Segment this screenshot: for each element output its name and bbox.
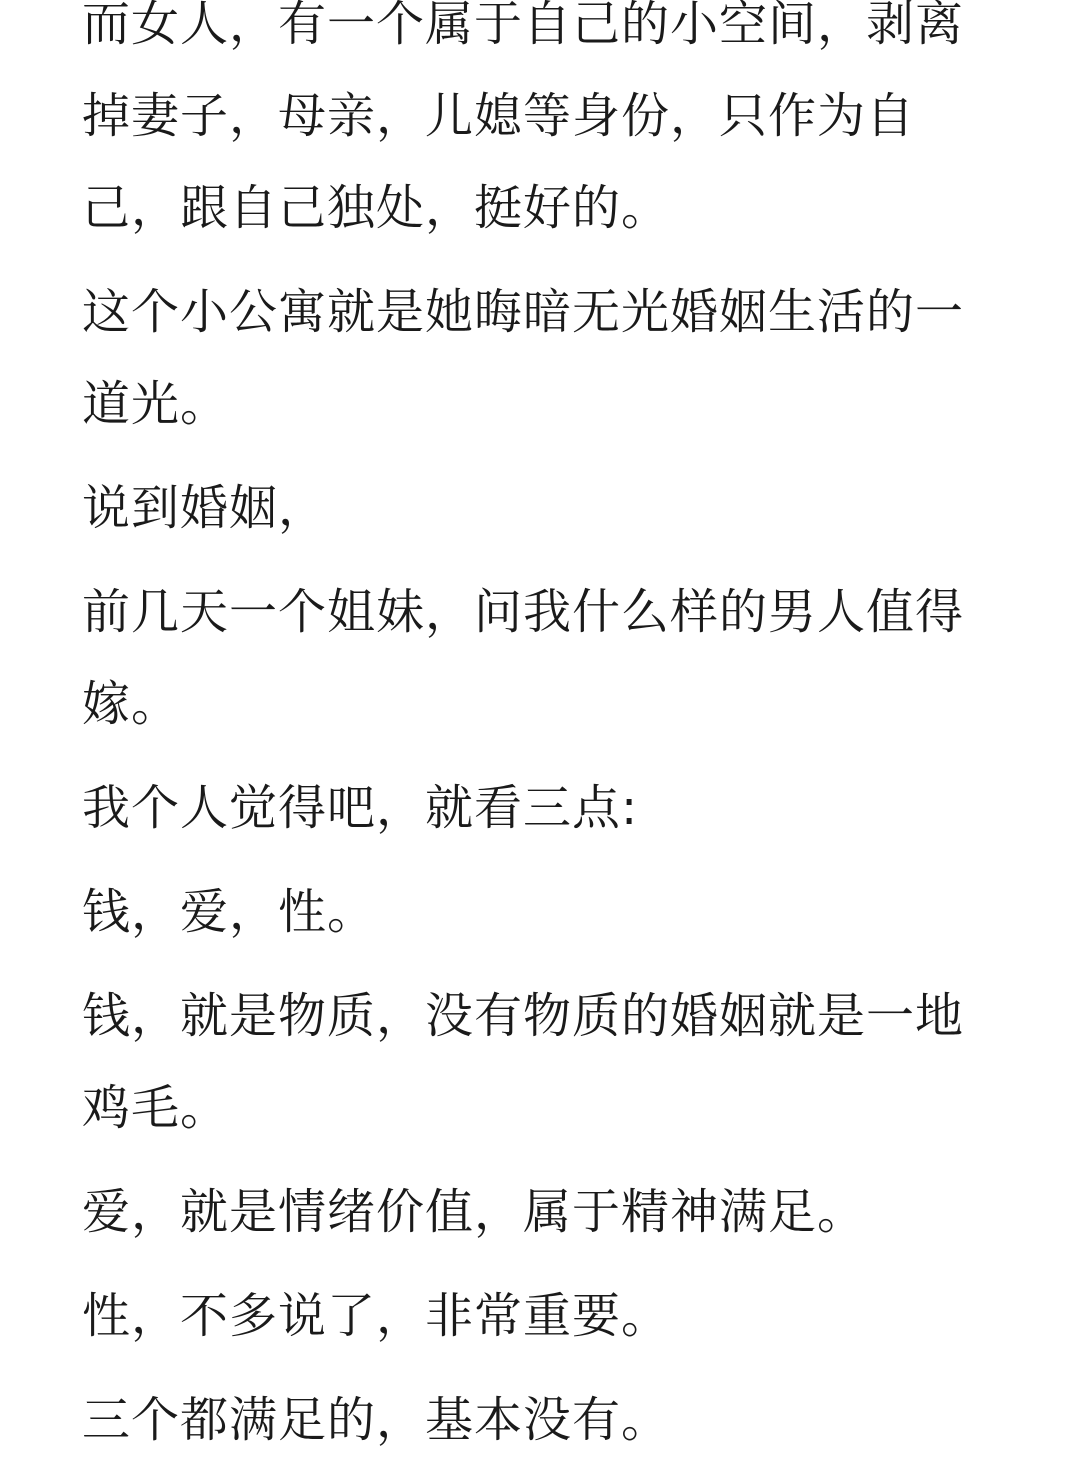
paragraph-2: 这个小公寓就是她晦暗无光婚姻生活的一 道光。 xyxy=(82,284,965,432)
paragraph-8: 爱，就是情绪价值，属于精神满足。 xyxy=(82,1184,867,1240)
paragraph-7: 钱，就是物质，没有物质的婚姻就是一地 鸡毛。 xyxy=(82,988,965,1136)
paragraph-6: 钱，爱，性。 xyxy=(82,884,377,940)
article-body xyxy=(82,0,972,1478)
paragraph-5: 我个人觉得吧，就看三点: xyxy=(82,780,639,836)
paragraph-3: 说到婚姻， xyxy=(82,480,328,536)
paragraph-4: 前几天一个姐妹，问我什么样的男人值得 嫁。 xyxy=(82,584,965,732)
paragraph-10: 三个都满足的，基本没有。 xyxy=(82,1392,671,1448)
paragraph-9: 性，不多说了，非常重要。 xyxy=(82,1288,671,1344)
paragraph-1: 而女人，有一个属于自己的小空间，剥离 掉妻子，母亲，儿媳等身份，只作为自 己，跟自己独处，挺好的。 xyxy=(82,0,965,236)
